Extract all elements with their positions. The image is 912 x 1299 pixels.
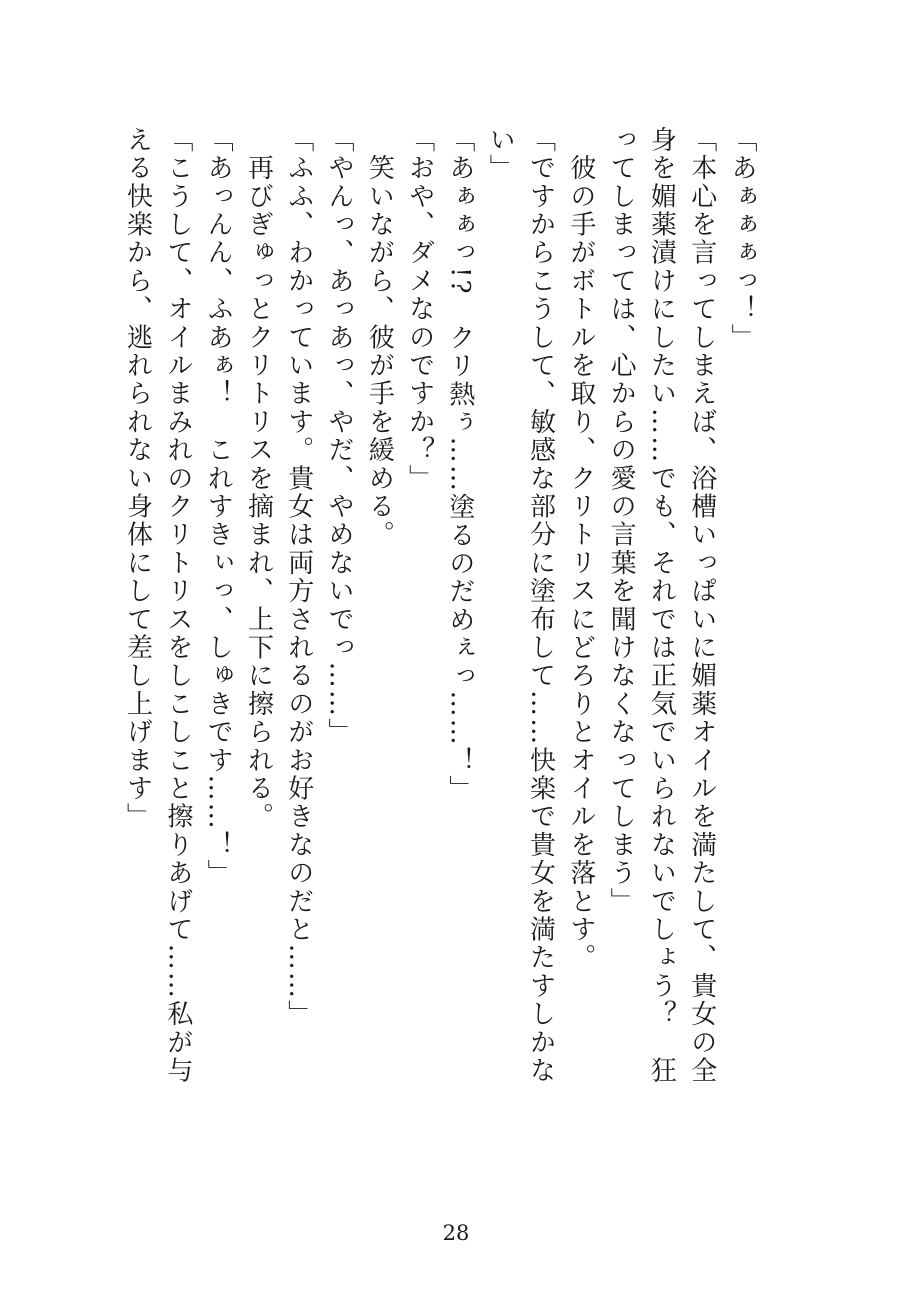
text-line-7: い」 [485, 126, 516, 183]
text-line-5: 彼の手がボトルを取り、クリトリスにどろりとオイルを落とす。 [565, 126, 596, 972]
text-line-13: 再びぎゅっとクリトリスを摘まれ、上下に擦られる。 [243, 126, 274, 831]
text-line-10: 笑いながら、彼が手を緩める。 [364, 126, 395, 549]
text-line-12: 「ふふ、わかっています。貴女は両方されるのがお好きなのだと……」 [283, 126, 314, 1029]
text-line-1: 「あぁぁぁっ！」 [727, 126, 757, 352]
text-line-16: える快楽から、逃れられない身体にして差し上げます」 [122, 126, 153, 831]
vertical-text-body [122, 126, 762, 1186]
text-line-4: ってしまっては、心からの愛の言葉を聞けなくなってしまう」 [606, 126, 637, 916]
text-line-6: 「ですからこうして、敏感な部分に塗布して……快楽で貴女を満たすしかな [525, 126, 556, 1085]
text-line-9: 「おや、ダメなのですか？」 [404, 126, 435, 493]
text-line-3: 身を媚薬漬けにしたい……でも、それでは正気でいられないでしょう？ 狂 [646, 126, 677, 1085]
text-line-8: 「あぁぁっ!? クリ熱ぅ……塗るのだめぇっ……！」 [444, 126, 475, 804]
page-number: 28 [442, 1221, 470, 1245]
text-line-2: 「本心を言ってしまえば、浴槽いっぱいに媚薬オイルを満たして、貴女の全 [686, 126, 717, 1085]
text-line-15: 「こうして、オイルまみれのクリトリスをしこしこと擦りあげて……私が与 [162, 126, 193, 1085]
text-line-14: 「あっんん、ふあぁ！ これすきぃっ、しゅきです……！」 [203, 126, 234, 888]
text-line-11: 「やんっ、あっあっ、やだ、やめないでっ……」 [324, 126, 355, 747]
